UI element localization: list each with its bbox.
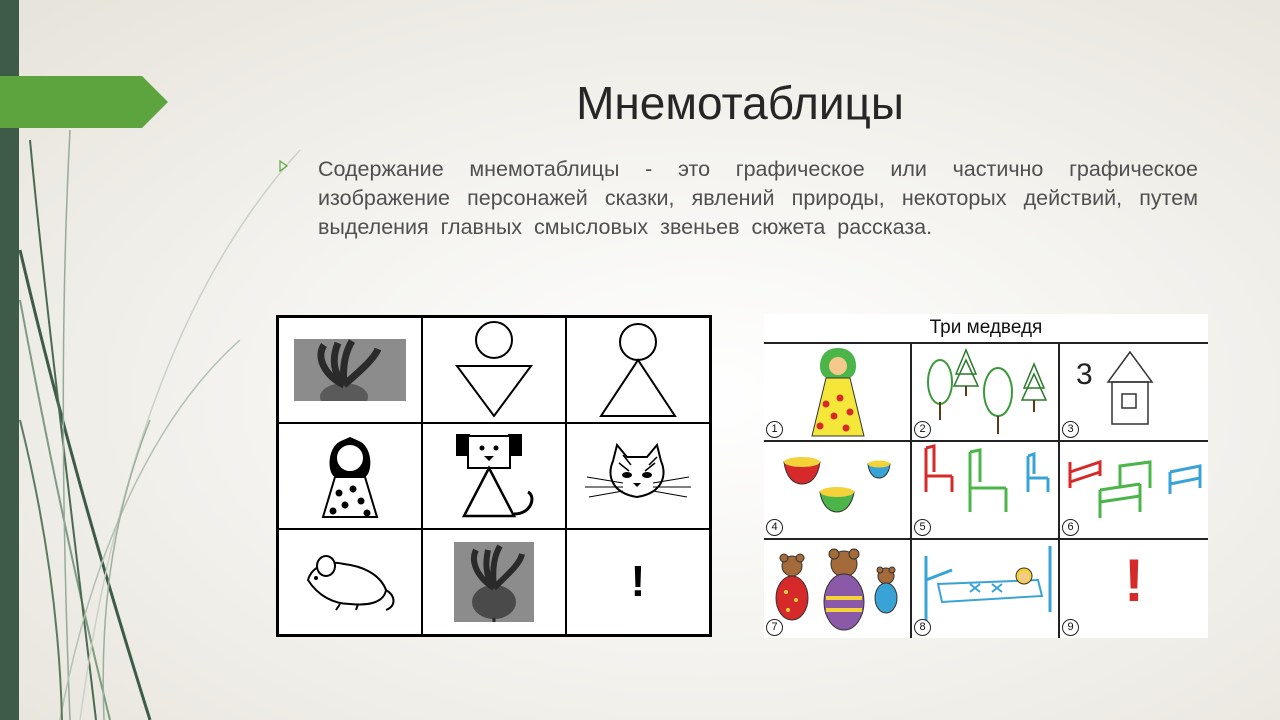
turnip-photo-icon <box>294 339 406 401</box>
cell-number: 1 <box>766 421 783 438</box>
table-cell <box>1060 344 1208 442</box>
table-cell <box>566 317 710 423</box>
three-bears-icon <box>764 540 912 637</box>
table-cell <box>566 423 710 529</box>
table-cell <box>422 423 566 529</box>
three-beds-icon <box>1060 442 1208 539</box>
cell-number: 4 <box>766 519 783 536</box>
three-bowls-icon <box>764 442 912 539</box>
table-cell <box>422 317 566 423</box>
cell-number: 5 <box>914 519 931 536</box>
slide-title: Мнемотаблицы <box>576 77 904 129</box>
bullet-arrow-icon <box>279 160 288 172</box>
girl-sleeping-in-bed-icon <box>912 540 1060 637</box>
title-accent-arrow <box>0 76 168 128</box>
mnemo-table-repka <box>276 315 712 637</box>
three-chairs-icon <box>912 442 1060 539</box>
table-cell <box>1060 442 1208 540</box>
table-grid <box>764 342 1208 638</box>
table-cell <box>1060 540 1208 638</box>
cat-icon <box>583 441 693 511</box>
cell-number: 3 <box>1062 421 1079 438</box>
house-icon <box>1060 344 1208 441</box>
dog-icon <box>444 430 544 522</box>
cell-number: 9 <box>1062 619 1079 636</box>
girl-in-dress-icon <box>764 344 912 441</box>
grandmother-symbol-icon <box>593 320 683 420</box>
house-number-label: 3 <box>1076 358 1093 391</box>
granddaughter-icon <box>315 431 385 521</box>
exclamation-mark: ! <box>1124 547 1144 614</box>
table-cell <box>912 540 1060 638</box>
table-cell <box>764 344 912 442</box>
mnemo-table-three-bears <box>764 314 1208 638</box>
cell-number: 7 <box>766 619 783 636</box>
cell-number: 8 <box>914 619 931 636</box>
bullet-text: Содержание мнемотаблицы - это графическое или частично графическое изображение персонажей сказки, явлений природы, некоторых действий, путем выделения главных смысловых звеньев сюжета рассказа. <box>318 157 1198 239</box>
forest-trees-icon <box>912 344 1060 441</box>
mouse-icon <box>300 550 400 614</box>
table-title: Три медведя <box>929 317 1043 338</box>
table-cell <box>912 442 1060 540</box>
turnip-photo-icon <box>454 542 534 622</box>
table-cell <box>912 344 1060 442</box>
table-cell <box>278 317 422 423</box>
cell-number: 2 <box>914 421 931 438</box>
cell-number: 6 <box>1062 519 1079 536</box>
table-cell <box>278 423 422 529</box>
table-cell <box>764 540 912 638</box>
table-cell <box>422 529 566 635</box>
table-cell <box>764 442 912 540</box>
table-cell <box>566 529 710 635</box>
grandfather-symbol-icon <box>449 320 539 420</box>
table-cell <box>278 529 422 635</box>
exclamation-mark: ! <box>630 557 646 606</box>
